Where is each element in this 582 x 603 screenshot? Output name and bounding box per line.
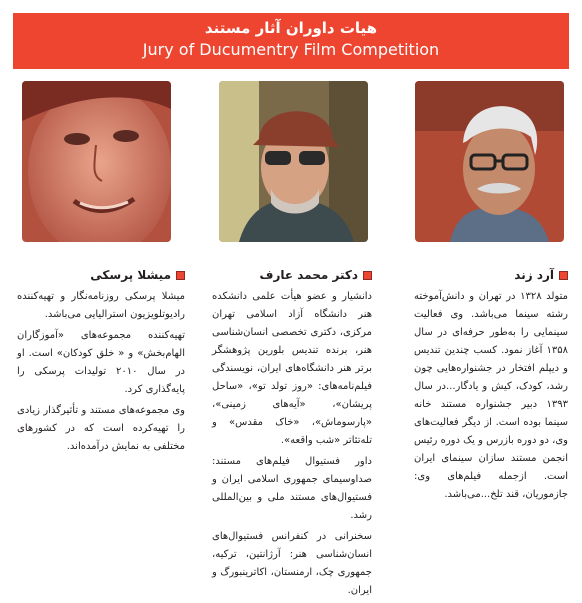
older-man-portrait-icon — [415, 81, 564, 242]
header-title-fa: هیات داوران آثار مستند — [204, 19, 378, 37]
juror-name: میشلا پرسکی — [90, 268, 171, 282]
juror-photo-mishela-perski — [22, 81, 171, 242]
juror-bio-paragraph: داور فستیوال فیلم‌های مستند: صداوسیمای جمهوری اسلامی ایران و فستیوال‌های مستند ملی و بین‌المللی رشد. — [212, 456, 372, 521]
header-banner — [13, 13, 569, 69]
juror-bio-paragraph: میشلا پرسکی روزنامه‌نگار و تهیه‌کننده رادیوتلویزیون استرالیایی می‌باشد. — [17, 291, 185, 320]
juror-bio-paragraph: متولد ۱۳۲۸ در تهران و دانش‌آموخته رشته سینما می‌باشد. وی فعالیت سینمایی را به‌طور حرفه‌ای در سال ۱۳۵۸ آغاز نمود. کسب چندین تندیس و دیپلم افتخار در جشنواره‌هایی چون رشد، کودک، کیش و یادگار...در سال ۱۳۹۳ دبیر جشنواره مستند خانه سینما بوده است. از دیگر فعالیت‌های وی، دو دوره بازرس و یک دوره رئیس انجمن مستند سازان سینمای ایران است. ازجمله فیلم‌های وی: جازموریان، قند تلخ...می‌باشد. — [414, 291, 569, 500]
man-with-cap-portrait-icon — [219, 81, 368, 242]
juror-bio-mishela-perski — [17, 266, 185, 459]
juror-name: دکتر محمد عارف — [259, 268, 358, 282]
juror-name-heading — [414, 266, 568, 284]
red-square-bullet-icon — [363, 271, 372, 280]
juror-bio-paragraph: سخنرانی در کنفرانس فستیوال‌های انسان‌شناسی هنر: آرژانتین، ترکیه، جمهوری چک، ارمنستان، اکاترینبورگ و ایران. — [212, 531, 372, 596]
juror-name: آرد زند — [514, 268, 554, 282]
woman-portrait-icon — [22, 81, 171, 242]
juror-bio-paragraph: وی مجموعه‌های مستند و تأثیرگذار زیادی را تهیه‌کرده است که در کشورهای مختلفی به نمایش درآمده‌اند. — [17, 405, 185, 452]
red-square-bullet-icon — [559, 271, 568, 280]
juror-bio-paragraph: دانشیار و عضو هیأت علمی دانشکده هنر دانشگاه آزاد اسلامی تهران مرکزی، دکتری تخصصی انسان‌شناسی هنر، برنده تندیس بلورین پژوهشگر برتر هنر دانشگاه‌های ایران، نویسندگی فیلم‌نامه‌های: «روز تولد تو»، «ساحل پریشان»، «آیه‌های زمینی»، «پارسوماش»، «خاک مقدس» و تله‌تئاتر «شب واقعه». — [212, 291, 372, 446]
header-title-en: Jury of Ducumentry Film Competition — [142, 40, 440, 59]
juror-bio-paragraph: تهیه‌کننده مجموعه‌های «آموزگاران الهام‌بخش» و « خلق کودکان» است. او در سال ۲۰۱۰ تولیدات پرسکی را پایه‌گذاری کرد. — [17, 330, 185, 395]
juror-photo-mohammad-aref — [219, 81, 368, 242]
juror-photo-ard-zand — [415, 81, 564, 242]
red-square-bullet-icon — [176, 271, 185, 280]
juror-name-heading — [212, 266, 372, 284]
juror-name-heading — [17, 266, 185, 284]
juror-bio-ard-zand — [414, 266, 568, 507]
juror-bio-mohammad-aref — [212, 266, 372, 603]
